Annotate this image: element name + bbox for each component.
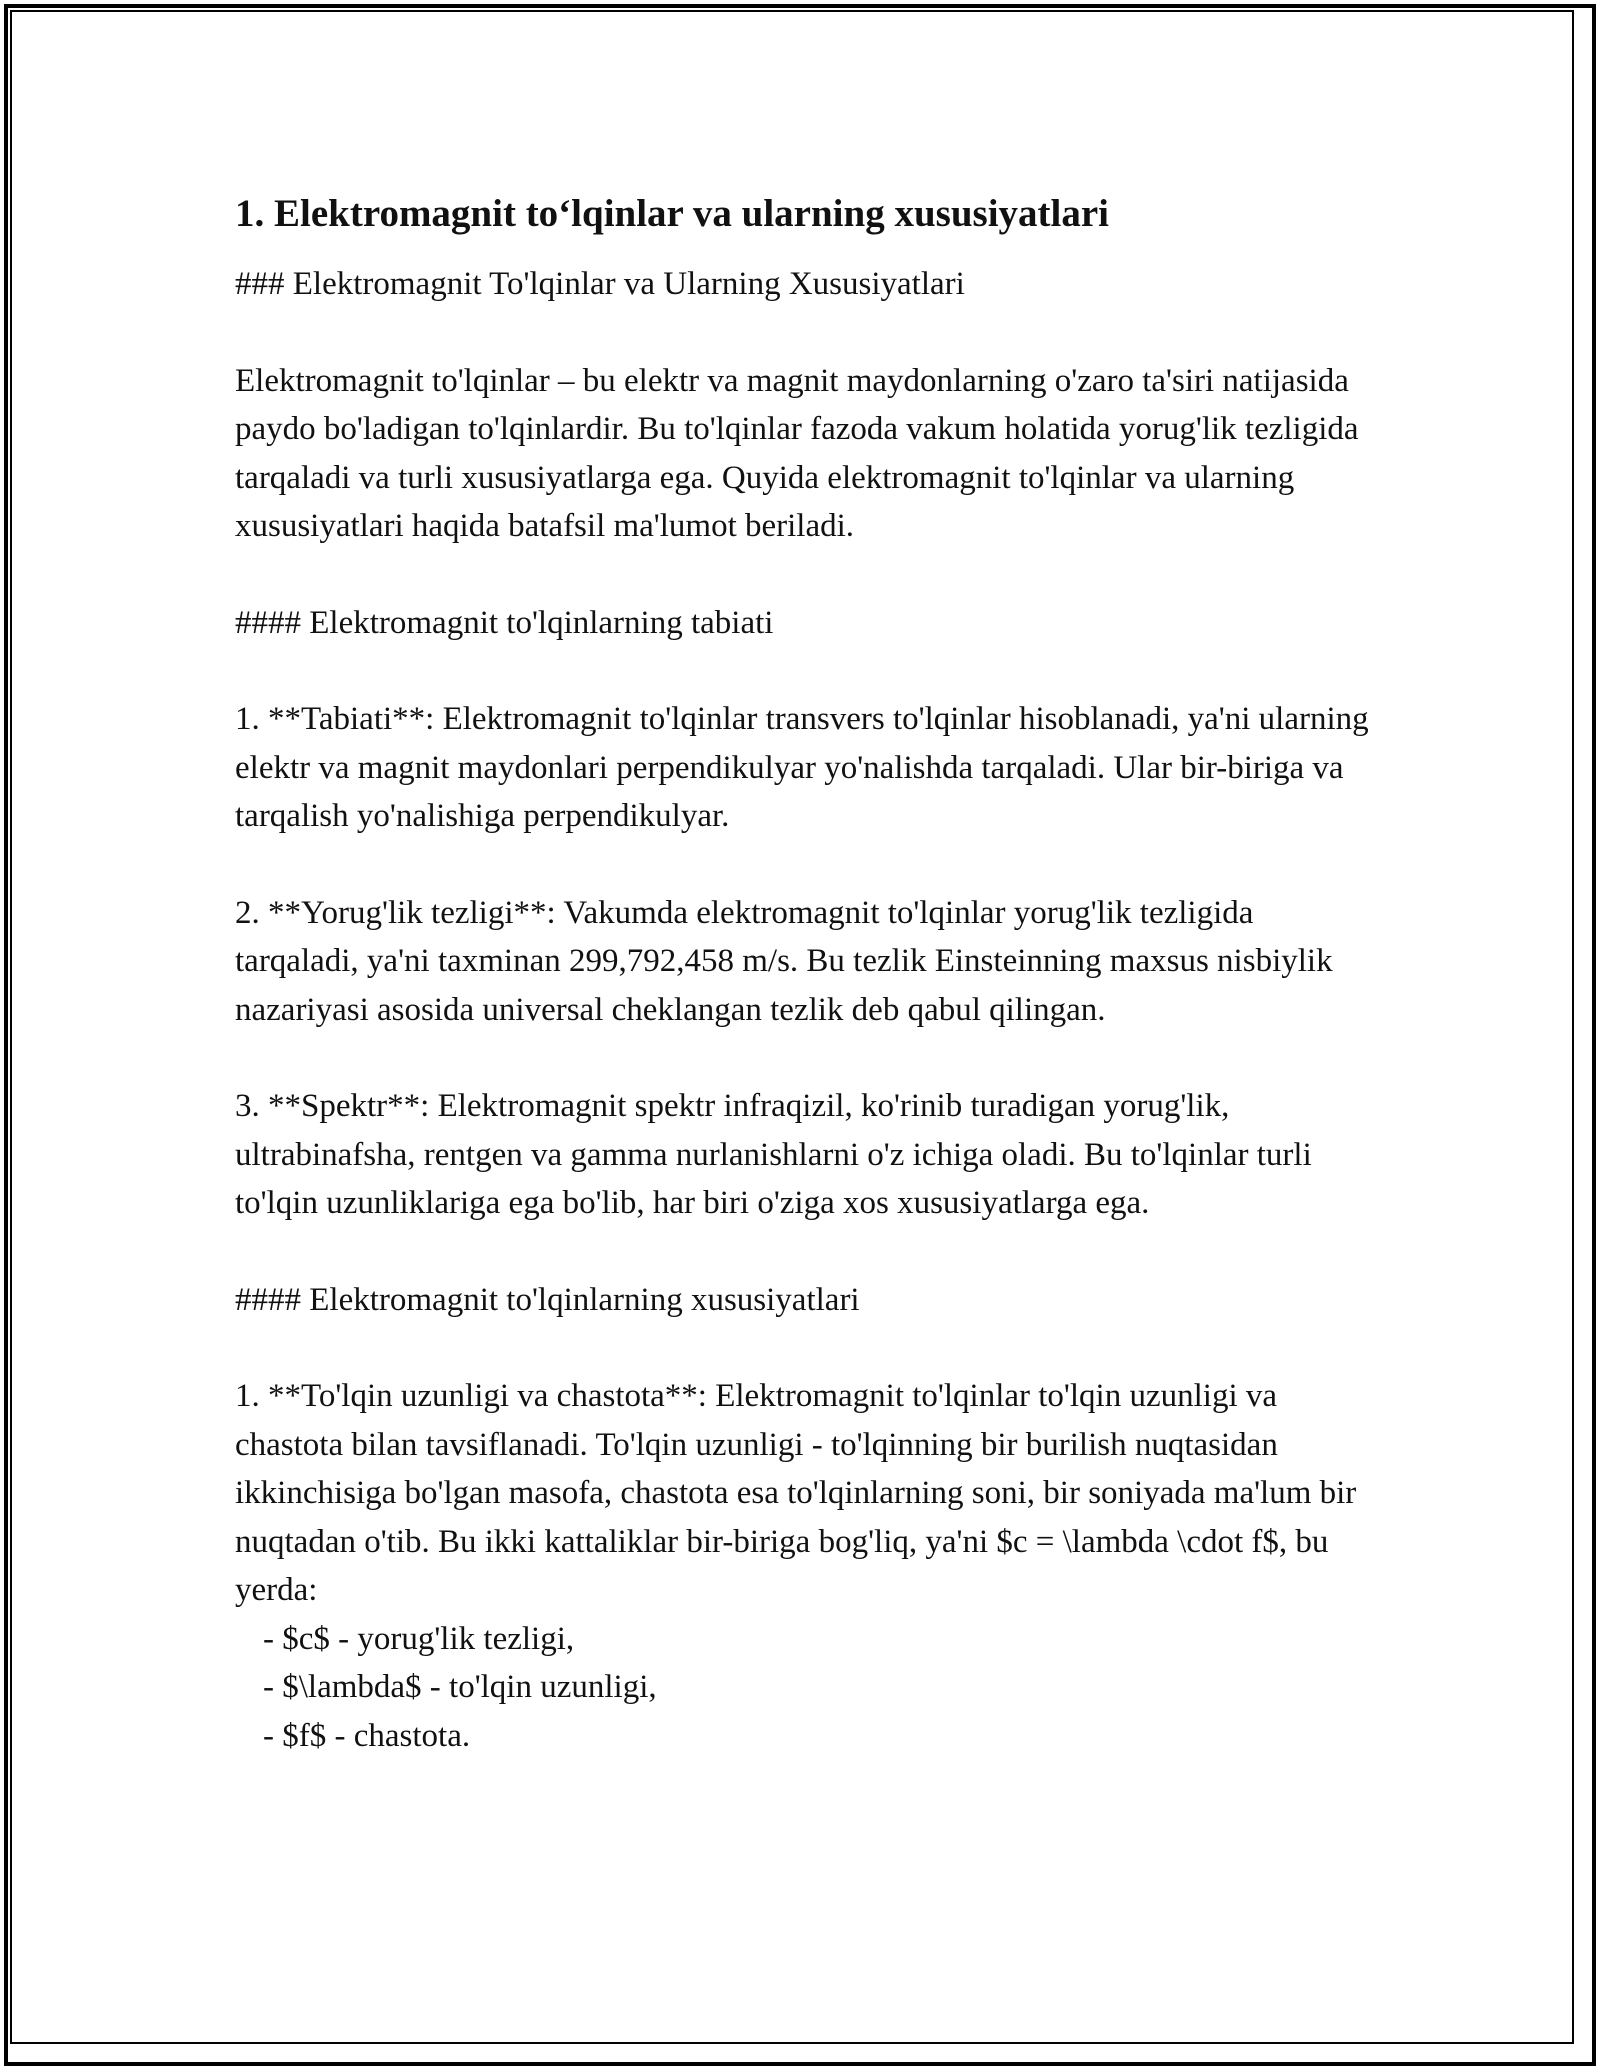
document-title: 1. Elektromagnit to‘lqinlar va ularning xususiyatlari — [235, 192, 1109, 235]
property-item-1-text: 1. **To'lqin uzunligi va chastota**: Elektromagnit to'lqinlar to'lqin uzunligi va chastota bilan tavsiflanadi. To'lqin uzunligi - to'lqinning bir burilish nuqtasidan ikkinchisiga bo'lgan masofa, chastota esa to'lqinlarning soni, bir soniyada ma'lum bir nuqtadan o'tib. Bu ikki kattaliklar bir-biriga bog'liq, ya'ni $c = \lambda \cdot f$, bu yerda: — [235, 1378, 1357, 1608]
intro-paragraph: Elektromagnit to'lqinlar – bu elektr va magnit maydonlarning o'zaro ta'siri natijasida paydo bo'ladigan to'lqinlardir. Bu to'lqinlar fazoda vakum holatida yorug'lik tezligida tarqaladi va turli xususiyatlarga ega. Quyida elektromagnit to'lqinlar va ularning xususiyatlari haqida batafsil ma'lumot beriladi. — [235, 362, 1359, 544]
nature-heading: #### Elektromagnit to'lqinlarning tabiati — [235, 604, 774, 641]
formula-legend-item: - $f$ - chastota. — [263, 1717, 471, 1754]
formula-legend-item: - $\lambda$ - to'lqin uzunligi, — [263, 1669, 657, 1705]
property-item-1 — [235, 1372, 1385, 1760]
main-heading: ### Elektromagnit To'lqinlar va Ularning Xususiyatlari — [235, 266, 965, 302]
formula-legend-item: - $c$ - yorug'lik tezligi, — [263, 1620, 575, 1657]
nature-item-2: 2. **Yorug'lik tezligi**: Vakumda elektromagnit to'lqinlar yorug'lik tezligida tarqaladi, ya'ni taxminan 299,792,458 m/s. Bu tezlik Einsteinning maxsus nisbiylik nazariyasi asosida universal cheklangan tezlik deb qabul qilingan. — [235, 894, 1333, 1028]
properties-heading: #### Elektromagnit to'lqinlarning xususiyatlari — [235, 1281, 860, 1318]
nature-item-1: 1. **Tabiati**: Elektromagnit to'lqinlar transvers to'lqinlar hisoblanadi, ya'ni ularning elektr va magnit maydonlari perpendikulyar yo'nalishda tarqaladi. Ular bir-biriga va tarqalish yo'nalishiga perpendikulyar. — [235, 701, 1369, 834]
document-body — [235, 188, 1385, 1760]
nature-item-3: 3. **Spektr**: Elektromagnit spektr infraqizil, ko'rinib turadigan yorug'lik, ultrabinafsha, rentgen va gamma nurlanishlarni o'z ichiga oladi. Bu to'lqinlar turli to'lqin uzunliklariga ega bo'lib, har biri o'ziga xos xususiyatlarga ega. — [235, 1088, 1312, 1221]
formula-legend-list — [235, 1615, 1385, 1761]
